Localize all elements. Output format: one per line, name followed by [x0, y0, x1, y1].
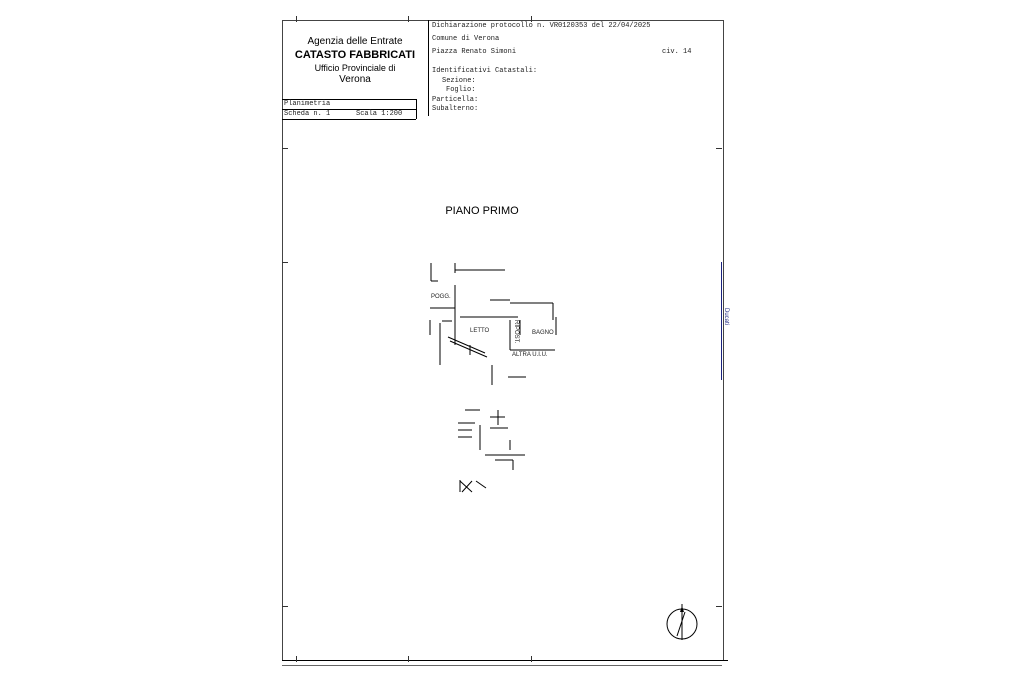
- room-label-bagno: BAGNO: [532, 330, 554, 336]
- civico-line: civ. 14: [662, 48, 692, 56]
- foglio-line: Foglio:: [446, 86, 476, 94]
- left-tick-1: [282, 148, 288, 149]
- bottom-border: [282, 660, 728, 661]
- left-tick-3: [282, 606, 288, 607]
- side-marker-line: [721, 262, 722, 380]
- bottom-border-inner: [282, 665, 722, 666]
- room-label-pogg: POGG.: [431, 294, 451, 300]
- side-marker-label: Ducati: [723, 308, 729, 326]
- sezione-line: Sezione:: [442, 77, 476, 85]
- office-block: [282, 20, 428, 100]
- planimetria-label: Planimetria: [284, 100, 331, 108]
- planimetria-box-bottom: [282, 119, 416, 120]
- floor-plan-drawing: [410, 255, 580, 500]
- identificativi-line: Identificativi Catastali:: [432, 67, 538, 75]
- right-tick-2: [716, 606, 722, 607]
- subalterno-line: Subalterno:: [432, 105, 479, 113]
- address-line: Piazza Renato Simoni: [432, 48, 517, 56]
- room-label-ripost: RIPOST.: [513, 320, 519, 344]
- comune-line: Comune di Verona: [432, 35, 500, 43]
- bottom-tick-1: [296, 656, 297, 662]
- agency-name: Agenzia delle Entrate: [307, 36, 403, 47]
- plan-title: PIANO PRIMO: [445, 205, 519, 217]
- bottom-tick-3: [531, 656, 532, 662]
- right-tick-1: [716, 148, 722, 149]
- room-label-altra: ALTRA U.I.U.: [512, 352, 548, 358]
- office-subtitle: Ufficio Provinciale di: [314, 63, 396, 73]
- room-label-letto: LETTO: [470, 328, 490, 334]
- protocol-line: Dichiarazione protocollo n. VR0120353 del 22/04/2025: [432, 22, 651, 30]
- particella-line: Particella:: [432, 96, 479, 104]
- catasto-title: CATASTO FABBRICATI: [294, 49, 416, 61]
- bottom-tick-2: [408, 656, 409, 662]
- office-city: Verona: [339, 74, 371, 85]
- left-tick-2: [282, 262, 288, 263]
- scala-label: Scala 1:200: [356, 110, 403, 118]
- planimetria-box-right: [416, 99, 417, 119]
- north-compass-icon: [665, 602, 699, 642]
- scheda-label: Scheda n. 1: [284, 110, 331, 118]
- header-divider: [428, 20, 429, 116]
